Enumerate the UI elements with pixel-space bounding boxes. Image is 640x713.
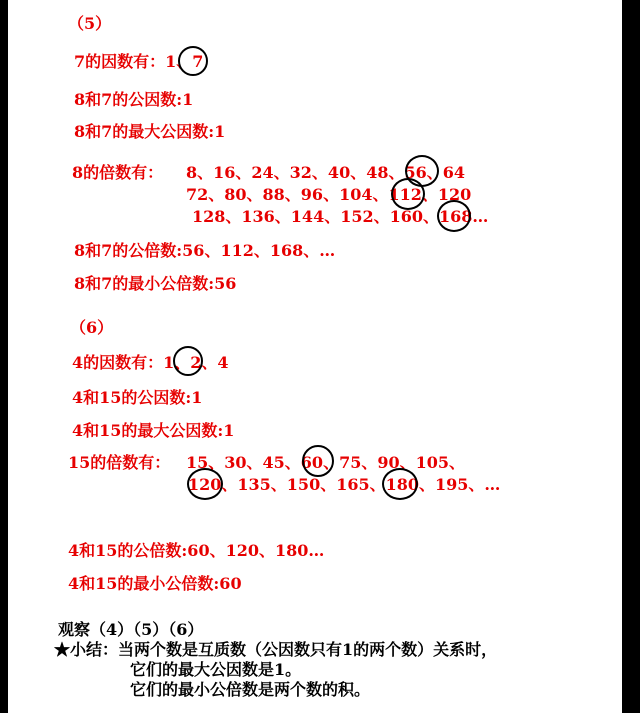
section-6-heading: （6） — [70, 318, 114, 337]
common-multiples-8-7: 8和7的公倍数:56、112、168、… — [74, 241, 336, 260]
lcm-4-15: 4和15的最小公倍数:60 — [68, 574, 242, 593]
multiples-of-15-label: 15的倍数有： — [68, 453, 171, 472]
section-5-heading: （5） — [68, 14, 112, 33]
gcf-8-7: 8和7的最大公因数:1 — [74, 122, 226, 141]
common-multiples-4-15: 4和15的公倍数:60、120、180… — [68, 541, 325, 560]
summary-title: ★小结：当两个数是互质数（公因数只有1的两个数）关系时， — [54, 640, 498, 659]
multiples-of-8-label: 8的倍数有： — [72, 163, 164, 182]
multiples-of-8-line-3: 128、136、144、152、160、168… — [192, 207, 489, 226]
multiples-of-8-line-1: 8、16、24、32、40、48、56、64 — [186, 163, 465, 182]
common-factors-4-15: 4和15的公因数:1 — [72, 388, 203, 407]
multiples-of-8-line-2: 72、80、88、96、104、112、120 — [186, 185, 472, 204]
multiples-of-15-line-1: 15、30、45、60、75、90、105、 — [186, 453, 465, 472]
factors-of-7: 7的因数有：1、7 — [74, 52, 204, 71]
common-factors-8-7: 8和7的公因数:1 — [74, 90, 194, 109]
observe-line: 观察（4）（5）（6） — [58, 620, 204, 639]
gcf-4-15: 4和15的最大公因数:1 — [72, 421, 235, 440]
factors-of-4: 4的因数有：1、2、4 — [72, 353, 229, 372]
multiples-of-15-line-2: 120、135、150、165、180、195、… — [188, 475, 501, 494]
worksheet-page — [8, 0, 622, 713]
lcm-8-7: 8和7的最小公倍数:56 — [74, 274, 237, 293]
summary-gcf-note: 它们的最大公因数是1。 — [130, 660, 302, 679]
summary-lcm-note: 它们的最小公倍数是两个数的积。 — [130, 680, 371, 699]
